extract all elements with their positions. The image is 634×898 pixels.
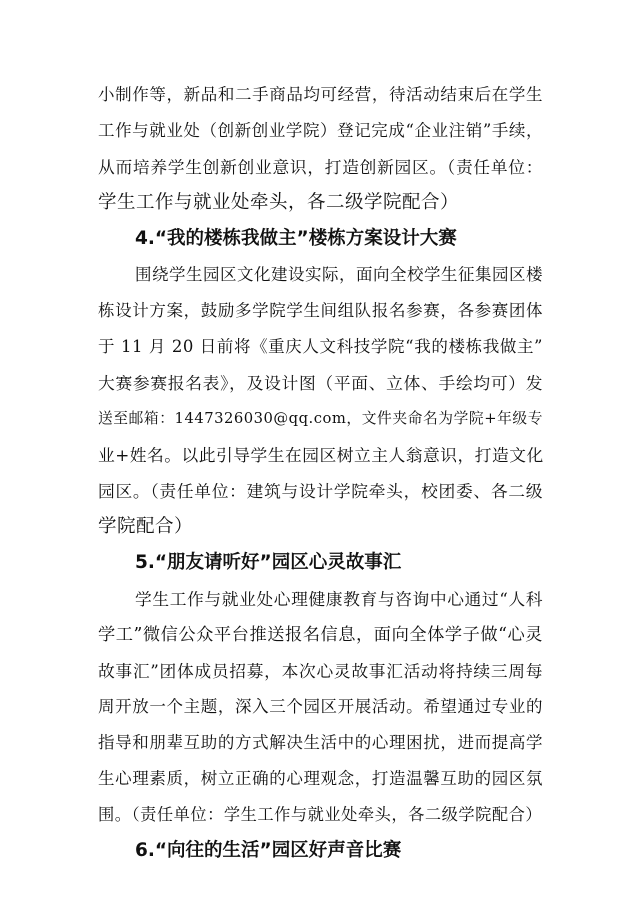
paragraph-4-line: 栋设计方案，鼓励多学院学生间组队报名参赛，各参赛团体	[98, 301, 543, 320]
paragraph-4-line: 围绕学生园区文化建设实际，面向全校学生征集园区楼	[135, 265, 543, 284]
paragraph-1-line: 从而培养学生创新创业意识，打造创新园区。（责任单位：	[98, 157, 543, 177]
paragraph-4-line: 业+姓名。以此引导学生在园区树立主人翁意识，打造文化	[98, 445, 544, 465]
paragraph-4-line: 大赛参赛报名表》，及设计图（平面、立体、手绘均可）发	[98, 373, 543, 393]
paragraph-4-line: 园区。（责任单位：建筑与设计学院牵头，校团委、各二级	[98, 481, 543, 501]
paragraph-5-line: 指导和朋辈互助的方式解决生活中的心理困扰，进而提高学	[98, 733, 543, 752]
paragraph-5-line: 周开放一个主题，深入三个园区开展活动。希望通过专业的	[98, 697, 543, 716]
paragraph-4-line: 于 11 月 20 日前将《重庆人文科技学院“我的楼栋我做主”	[98, 337, 543, 356]
paragraph-5-line: 学工”微信公众平台推送报名信息，面向全体学子做“心灵	[98, 625, 543, 645]
paragraph-1-line: 工作与就业处（创新创业学院）登记完成“企业注销”手续，	[98, 121, 543, 140]
paragraph-5-line: 故事汇”团体成员招募，本次心灵故事汇活动将持续三周每	[98, 661, 543, 681]
paragraph-5-line: 学生工作与就业处心理健康教育与咨询中心通过“人科	[135, 589, 543, 609]
paragraph-4-line: 学院配合）	[98, 516, 194, 537]
section-heading-5: 5.“朋友请听好”园区心灵故事汇	[135, 552, 402, 573]
paragraph-4-line: 送至邮箱：1447326030@qq.com，文件夹命名为学院+年级专	[98, 410, 543, 427]
paragraph-1-line: 学生工作与就业处牵头，各二级学院配合）	[98, 192, 460, 213]
paragraph-5-line: 生心理素质，树立正确的心理观念，打造温馨互助的园区氛	[98, 769, 543, 788]
paragraph-5-line: 围。（责任单位：学生工作与就业处牵头，各二级学院配合）	[98, 805, 543, 824]
paragraph-1-line: 小制作等，新品和二手商品均可经营，待活动结束后在学生	[98, 85, 543, 104]
section-heading-4: 4.“我的楼栋我做主”楼栋方案设计大赛	[135, 228, 457, 249]
section-heading-6: 6.“向往的生活”园区好声音比赛	[135, 840, 402, 861]
